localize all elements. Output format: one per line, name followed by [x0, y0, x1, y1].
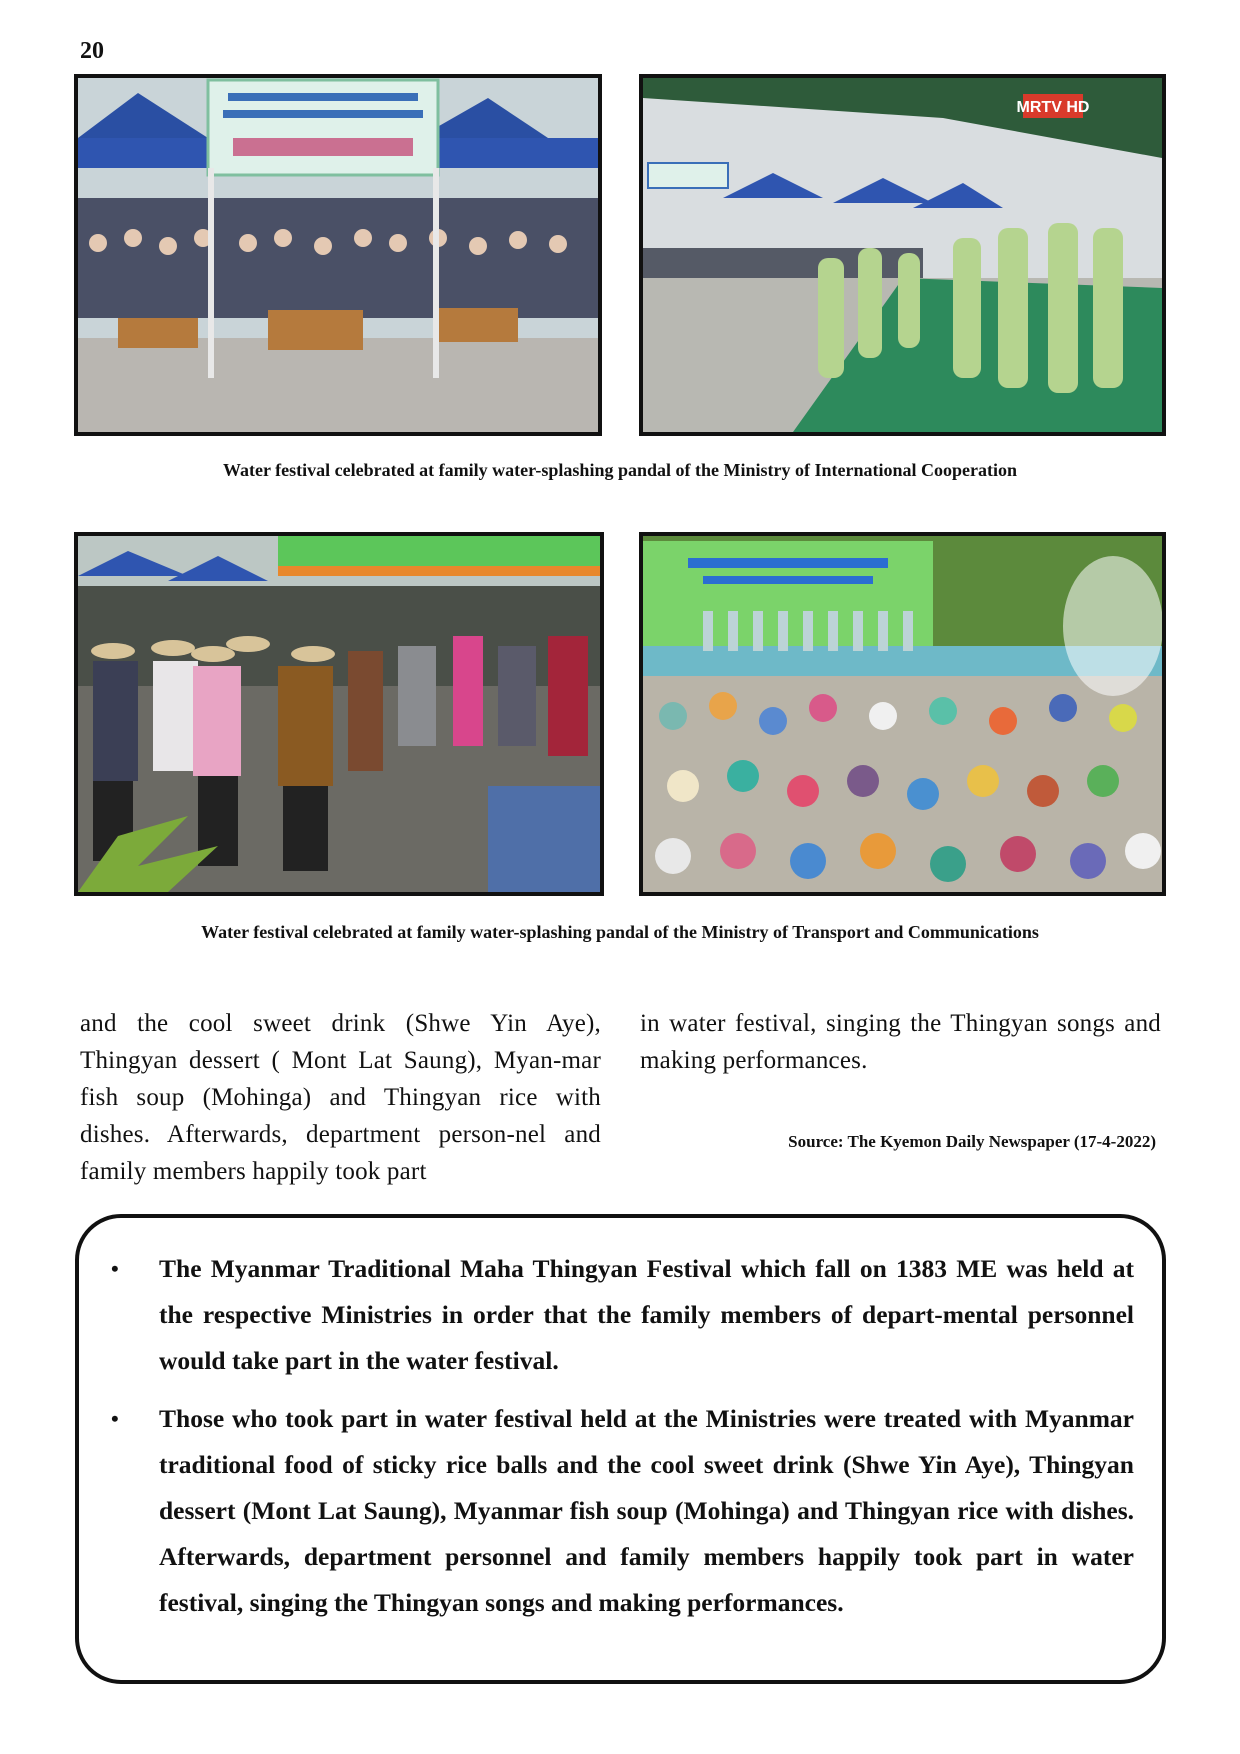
ministry-transport-crowd-photo [639, 532, 1166, 896]
ministry-transport-dancing-men-photo [74, 532, 604, 896]
article-left-column: and the cool sweet drink (Shwe Yin Aye), Thingyan dessert ( Mont Lat Saung), Myan-mar fish soup (Mohinga) and Thingyan rice with dishes. Afterwards, department person-nel and family members happily took part [80, 1010, 601, 1185]
summary-item [103, 1396, 1134, 1626]
ministry-international-cooperation-dance-photo [639, 74, 1166, 436]
summary-list [103, 1246, 1134, 1626]
photo-caption-top: Water festival celebrated at family water-splashing pandal of the Ministry of International Cooperation [223, 460, 1017, 480]
mrtv-logo: MRTV HD [1016, 99, 1090, 116]
summary-box [75, 1214, 1166, 1684]
article-right-column: in water festival, singing the Thingyan songs and making performances. [640, 1010, 1161, 1074]
bullet-icon: • [111, 1406, 119, 1431]
summary-item-text: Those who took part in water festival held at the Ministries were treated with Myanmar traditional food of sticky rice balls and the cool sweet drink (Shwe Yin Aye), Thingyan dessert (Mont Lat Saung), Myanmar fish soup (Mohinga) and Thingyan rice with dishes. Afterwards, department personnel and family members happily took part in water festival, singing the Thingyan songs and making performances. [159, 1404, 1134, 1617]
article-source: Source: The Kyemon Daily Newspaper (17-4-2022) [788, 1132, 1156, 1151]
photo-caption-bottom: Water festival celebrated at family water-splashing pandal of the Ministry of Transport and Communications [201, 922, 1039, 942]
bullet-icon: • [111, 1256, 119, 1281]
page-number: 20 [80, 38, 104, 64]
summary-item [103, 1246, 1134, 1384]
summary-item-text: The Myanmar Traditional Maha Thingyan Festival which fall on 1383 ME was held at the respective Ministries in order that the family members of depart-mental personnel would take part in the water festival. [159, 1254, 1134, 1375]
ministry-international-cooperation-seated-photo [74, 74, 602, 436]
